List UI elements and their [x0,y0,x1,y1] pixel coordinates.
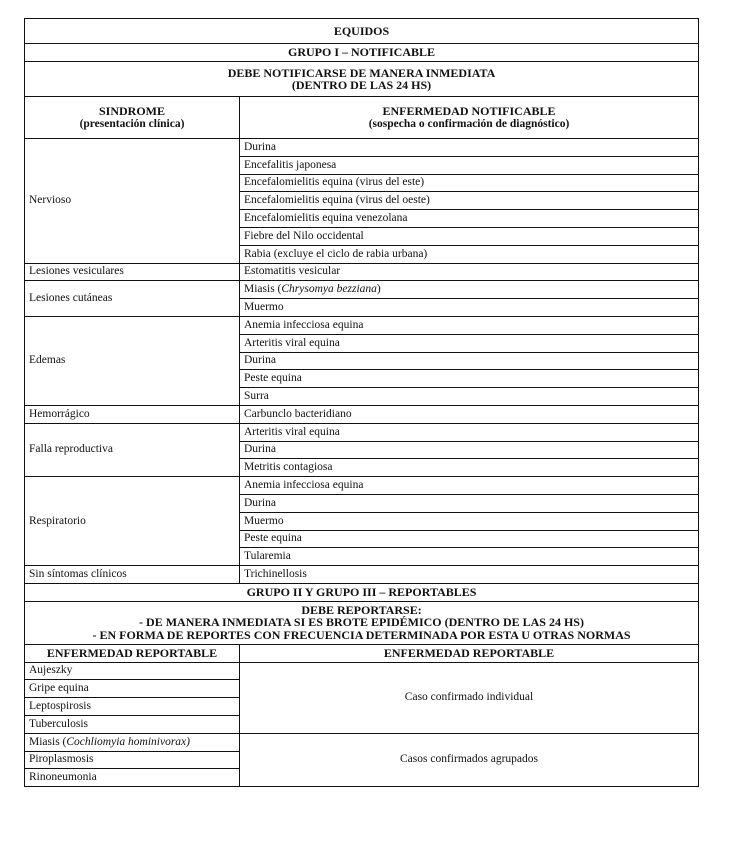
table-row [25,477,699,495]
group1-column-header-row [25,97,699,139]
disease-text: Miasis ( [244,283,282,296]
group1-notice-line2: (DENTRO DE LAS 24 HS) [291,78,432,92]
reportable-disease-cell: Tuberculosis [25,715,240,733]
disease-cell: Peste equina [240,370,699,388]
syndrome-cell: Respiratorio [25,477,240,566]
syndrome-column-header [25,97,240,139]
table-row [25,281,699,299]
disease-cell: Anemia infecciosa equina [240,477,699,495]
disease-cell: Muermo [240,299,699,317]
group1-heading-row [25,44,699,62]
disease-cell: Trichinellosis [240,566,699,584]
disease-cell: Carbunclo bacteridiano [240,405,699,423]
reportable-disease-cell [25,733,240,751]
syndrome-cell: Falla reproductiva [25,423,240,476]
disease-header-title: ENFERMEDAD NOTIFICABLE [382,104,556,118]
group23-notice-row [25,601,699,644]
disease-cell: Durina [240,494,699,512]
disease-cell: Encefalomielitis equina (virus del oeste) [240,192,699,210]
disease-cell: Arteritis viral equina [240,334,699,352]
table-row [25,566,699,584]
syndrome-cell: Hemorrágico [25,405,240,423]
report-type-cell: Casos confirmados agrupados [240,733,699,786]
disease-cell: Peste equina [240,530,699,548]
disease-header-subtitle: (sospecha o confirmación de diagnóstico) [368,117,570,130]
reportable-disease-cell: Aujeszky [25,662,240,680]
group23-heading-row [25,583,699,601]
disease-cell: Rabia (excluye el ciclo de rabia urbana) [240,245,699,263]
disease-cell: Muermo [240,512,699,530]
table-row [25,423,699,441]
disease-cell: Arteritis viral equina [240,423,699,441]
table-row [25,662,699,680]
table-title: EQUIDOS [25,19,699,44]
disease-cell: Durina [240,352,699,370]
report-type-cell: Caso confirmado individual [240,662,699,733]
table-row [25,316,699,334]
group23-notice-line3: - EN FORMA DE REPORTES CON FRECUENCIA DETERMINADA POR ESTA U OTRAS NORMAS [92,627,631,642]
disease-cell: Durina [240,441,699,459]
disease-cell: Encefalitis japonesa [240,156,699,174]
group1-notice [25,62,699,97]
disease-cell [240,281,699,299]
syndrome-cell: Lesiones vesiculares [25,263,240,281]
group23-heading: GRUPO II Y GRUPO III – REPORTABLES [25,583,699,601]
disease-cell: Encefalomielitis equina (virus del este) [240,174,699,192]
species-name: Chrysomya bezziana [281,283,377,296]
disease-cell: Surra [240,388,699,406]
syndrome-cell: Nervioso [25,139,240,264]
syndrome-header-subtitle: (presentación clínica) [79,117,185,130]
table-row [25,405,699,423]
syndrome-cell: Edemas [25,316,240,405]
table-row [25,263,699,281]
title-row [25,19,699,44]
equidos-notification-table [24,18,699,787]
reportable-disease-cell: Piroplasmosis [25,751,240,769]
reportable-column-header-2: ENFERMEDAD REPORTABLE [240,644,699,662]
group1-heading: GRUPO I – NOTIFICABLE [25,44,699,62]
syndrome-cell: Lesiones cutáneas [25,281,240,317]
species-name: Cochliomyia hominivorax) [66,735,190,748]
disease-cell: Tularemia [240,548,699,566]
reportable-column-header-1: ENFERMEDAD REPORTABLE [25,644,240,662]
reportable-disease-cell: Leptospirosis [25,698,240,716]
group1-notice-row [25,62,699,97]
disease-cell: Estomatitis vesicular [240,263,699,281]
table-row [25,139,699,157]
disease-column-header [240,97,699,139]
syndrome-cell: Sin síntomas clínicos [25,566,240,584]
disease-cell: Durina [240,139,699,157]
group23-column-header-row [25,644,699,662]
disease-text-suffix: ) [376,283,381,296]
disease-text: Miasis ( [29,735,67,748]
reportable-disease-cell: Rinoneumonia [25,769,240,787]
disease-cell: Fiebre del Nilo occidental [240,227,699,245]
disease-cell: Encefalomielitis equina venezolana [240,210,699,228]
syndrome-header-title: SINDROME [98,104,165,118]
group23-notice-line2: - DE MANERA INMEDIATA SI ES BROTE EPIDÉMICO (DENTRO DE LAS 24 HS) [139,615,584,630]
group1-notice-line1: DEBE NOTIFICARSE DE MANERA INMEDIATA [227,65,496,80]
reportable-disease-cell: Gripe equina [25,680,240,698]
group23-notice [25,601,699,644]
table-row [25,733,699,751]
disease-cell: Anemia infecciosa equina [240,316,699,334]
disease-cell: Metritis contagiosa [240,459,699,477]
group23-notice-line1: DEBE REPORTARSE: [301,602,422,617]
